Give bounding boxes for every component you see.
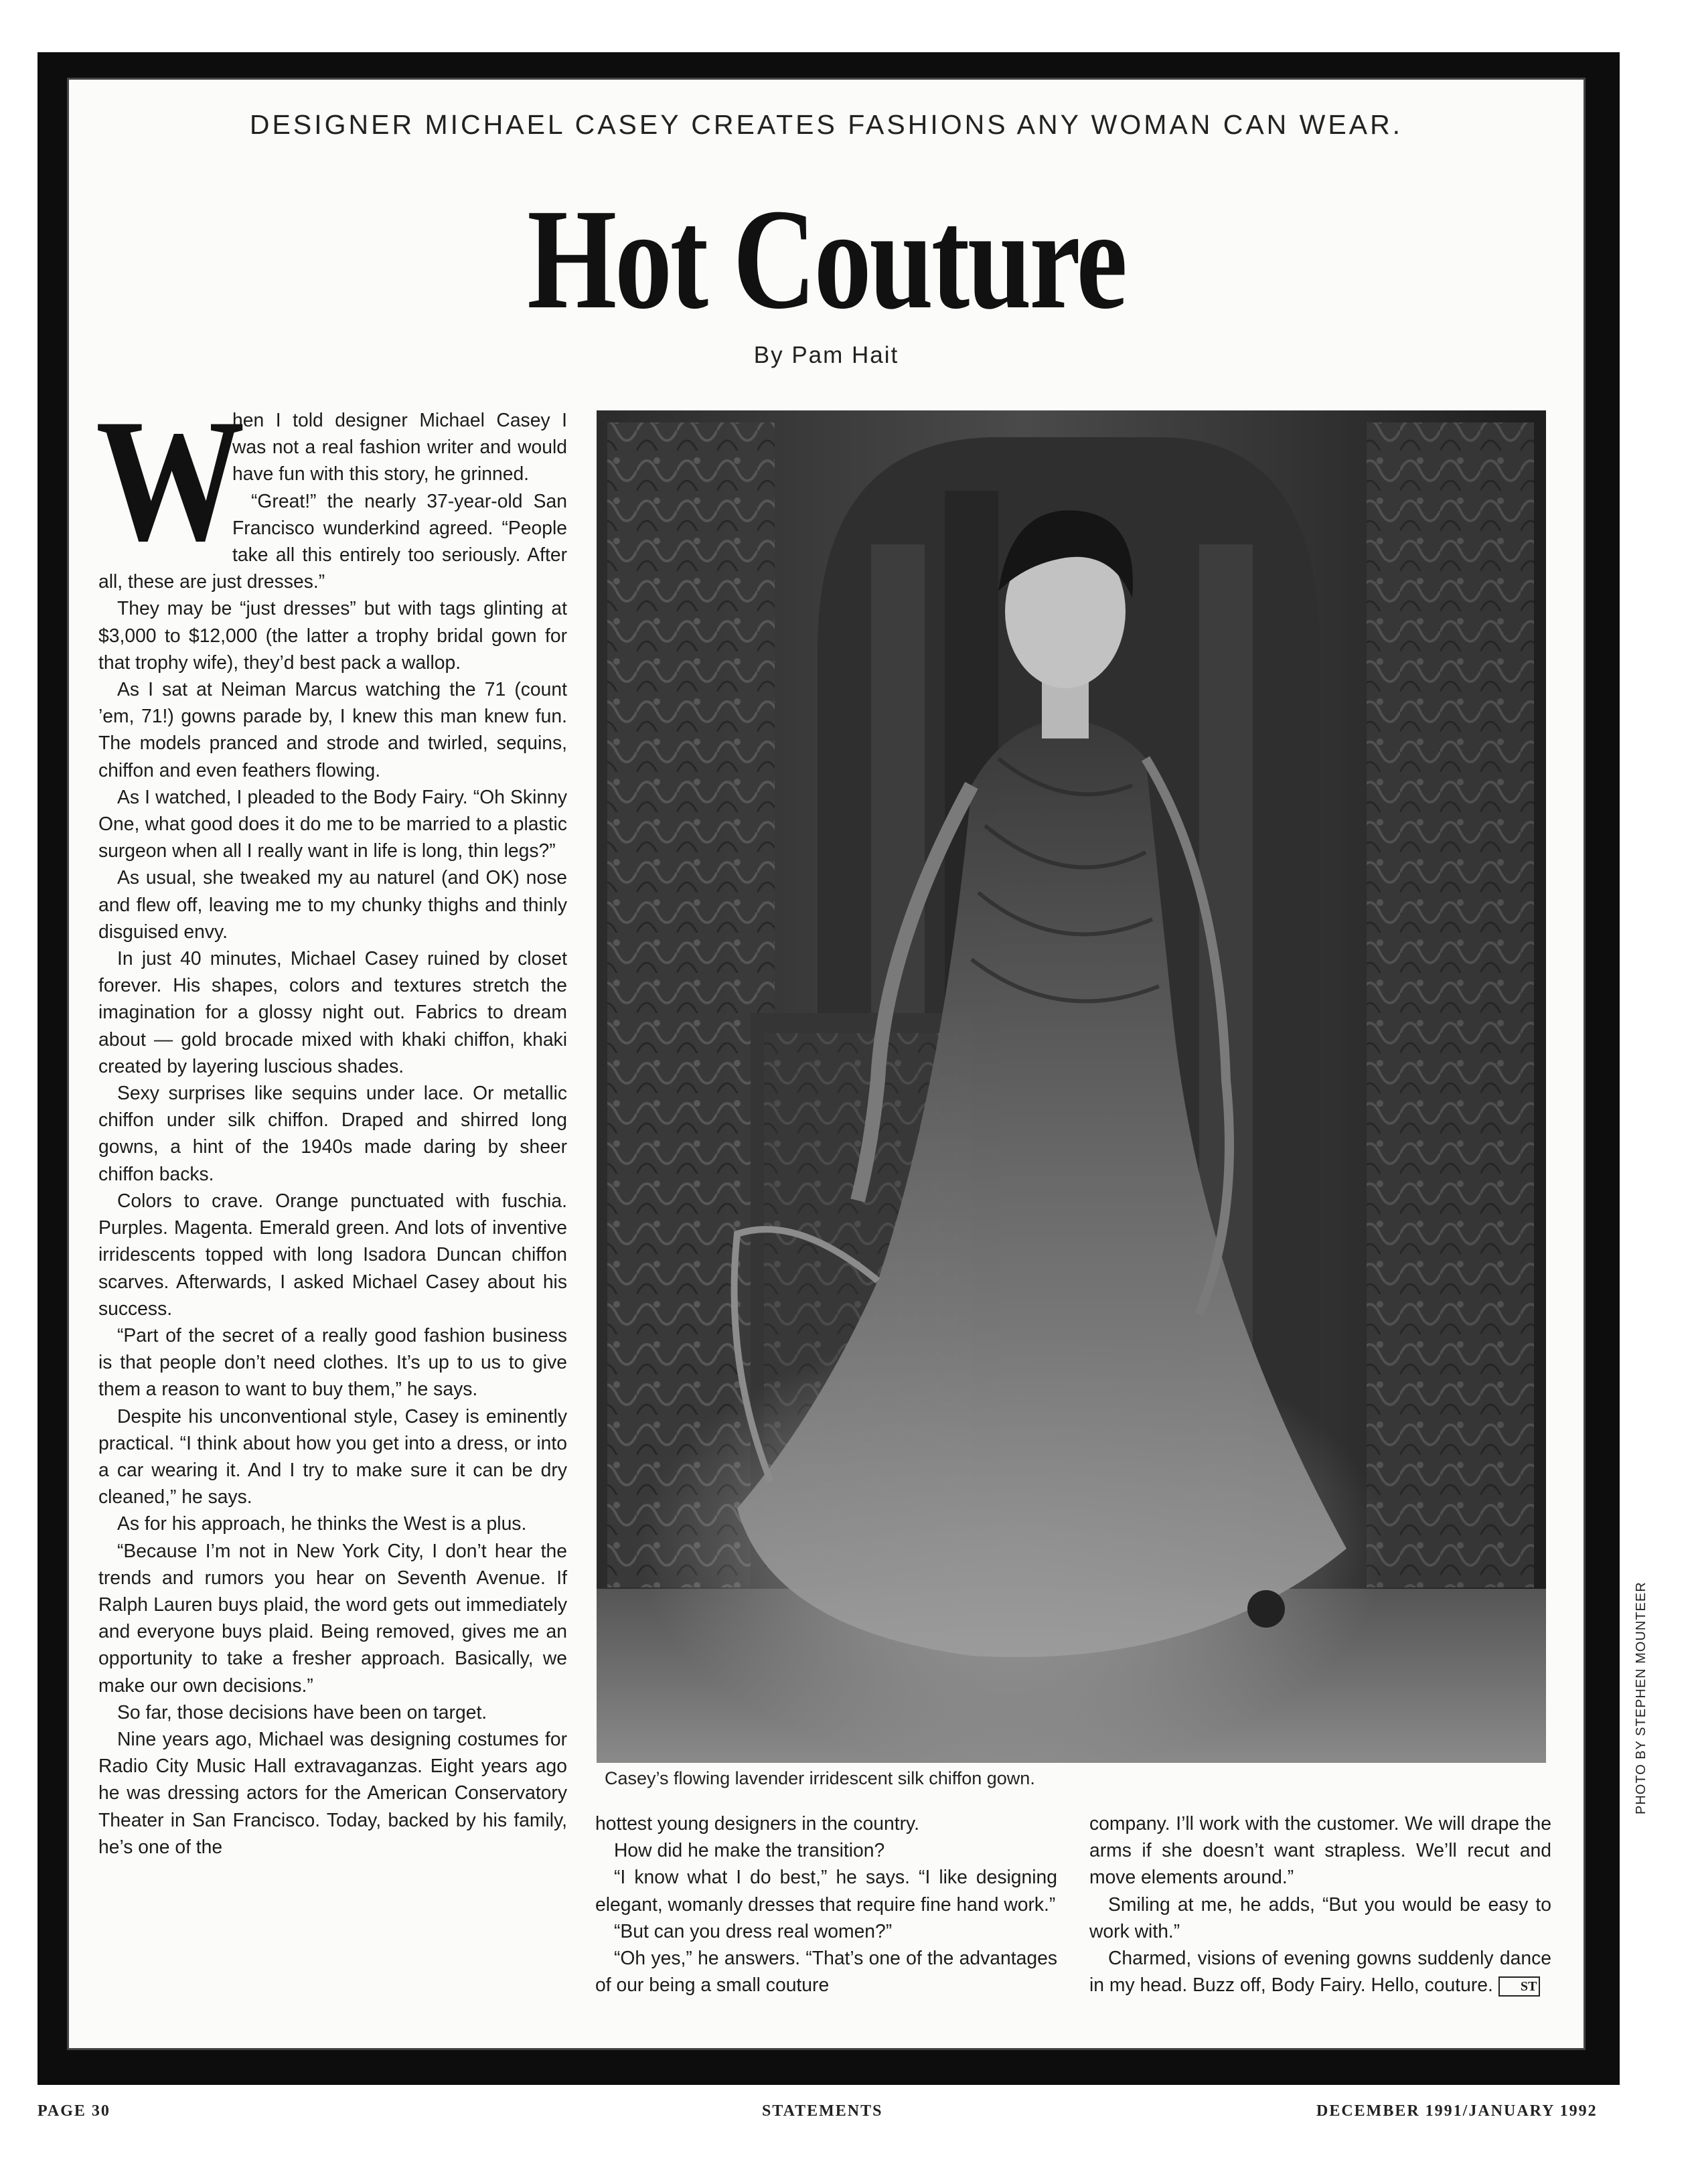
body-column-3 [1089, 1810, 1551, 1998]
issue-date: DECEMBER 1991/JANUARY 1992 [1316, 2102, 1598, 2120]
paragraph: hottest young designers in the country. [595, 1812, 919, 1834]
end-mark-icon: ST [1498, 1976, 1540, 1997]
drop-cap: W [96, 383, 245, 577]
page-number: PAGE 30 [37, 2102, 110, 2120]
paragraph: They may be “just dresses” but with tags glinting at $3,000 to $12,000 (the latter a trophy bridal gown for that trophy wife), they’d best pack a wallop. [98, 597, 567, 673]
photo-caption: Casey’s flowing lavender irridescent silk chiffon gown. [605, 1768, 1035, 1788]
paragraph: As I watched, I pleaded to the Body Fairy. “Oh Skinny One, what good does it do me to be married to a plastic surgeon when all I really want in life is long, thin legs?” [98, 785, 567, 862]
article-panel [67, 78, 1586, 2050]
closing-text: Charmed, visions of evening gowns suddenly dance in my head. Buzz off, Body Fairy. Hello, couture. [1089, 1947, 1551, 1996]
paragraph: “Part of the secret of a really good fashion business is that people don’t need clothes. It’s up to us to give them a reason to want to buy them,” he says. [98, 1324, 567, 1400]
body-column-1 [96, 383, 567, 1860]
gown-photo [597, 410, 1546, 1763]
paragraph: hen I told designer Michael Casey I was not a real fashion writer and would have fun with this story, he grinned. [232, 409, 567, 485]
paragraph: In just 40 minutes, Michael Casey ruined by closet forever. His shapes, colors and textures stretch the imagination for a glossy night out. Fabrics to dream about — gold brocade mixed with khaki chiffon, khaki created by layering luscious shades. [98, 947, 567, 1077]
body-column-2 [595, 1810, 1057, 1998]
paragraph: How did he make the transition? [614, 1839, 885, 1861]
paragraph: “But can you dress real women?” [614, 1920, 893, 1942]
paragraph: Nine years ago, Michael was designing costumes for Radio City Music Hall extravaganzas. Eight years ago he was dressing actors for the American Conservatory Theater in San Francisco. Today, backed by his family, he’s one of the [98, 1727, 567, 1857]
paragraph: As I sat at Neiman Marcus watching the 71 (count ’em, 71!) gowns parade by, I knew this man knew fun. The models pranced and strode and twirled, sequins, chiffon and even feathers flowing. [98, 678, 567, 781]
paragraph [1089, 1944, 1551, 1998]
byline: By Pam Hait [753, 342, 899, 368]
photo-credit-text: PHOTO BY STEPHEN MOUNTEER [1634, 1581, 1648, 1814]
paragraph: As for his approach, he thinks the West is a plus. [117, 1512, 527, 1535]
paragraph: Sexy surprises like sequins under lace. Or metallic chiffon under silk chiffon. Draped and shirred long gowns, a hint of the 1940s made daring by sheer chiffon backs. [98, 1082, 567, 1184]
paragraph: “Oh yes,” he answers. “That’s one of the advantages of our being a small couture [595, 1947, 1057, 1996]
article-title: Hot Couture [527, 179, 1126, 339]
publication-name: STATEMENTS [762, 2102, 883, 2120]
photo-credit [1634, 1533, 1654, 1814]
paragraph: Smiling at me, he adds, “But you would be easy to work with.” [1089, 1893, 1551, 1942]
article-kicker: DESIGNER MICHAEL CASEY CREATES FASHIONS ANY WOMAN CAN WEAR. [249, 109, 1403, 140]
paragraph: company. I’ll work with the customer. We will drape the arms if she doesn’t want strapless. We’ll recut and move elements around.” [1089, 1812, 1551, 1888]
paragraph: “Because I’m not in New York City, I don’t hear the trends and rumors you hear on Seventh Avenue. If Ralph Lauren buys plaid, the word gets out immediately and everyone buys plaid. Being removed, gives me an opportunity to take a fresher approach. Basically, we make our own decisions.” [98, 1539, 567, 1696]
paragraph: Colors to crave. Orange punctuated with fuschia. Purples. Magenta. Emerald green. And lots of inventive irridescents topped with long Isadora Duncan chiffon scarves. Afterwards, I asked Michael Casey about his success. [98, 1189, 567, 1319]
paragraph: Despite his unconventional style, Casey is eminently practical. “I think about how you get into a dress, or into a car wearing it. And I try to make sure it can be dry cleaned,” he says. [98, 1405, 567, 1508]
paragraph: “I know what I do best,” he says. “I like designing elegant, womanly dresses that require fine hand work.” [595, 1866, 1057, 1915]
paragraph: So far, those decisions have been on target. [117, 1701, 487, 1723]
paragraph: As usual, she tweaked my au naturel (and OK) nose and flew off, leaving me to my chunky thighs and thinly disguised envy. [98, 866, 567, 942]
paragraph: “Great!” the nearly 37-year-old San Francisco wunderkind agreed. “People take all this entirely too seriously. After all, these are just dresses.” [98, 489, 567, 593]
